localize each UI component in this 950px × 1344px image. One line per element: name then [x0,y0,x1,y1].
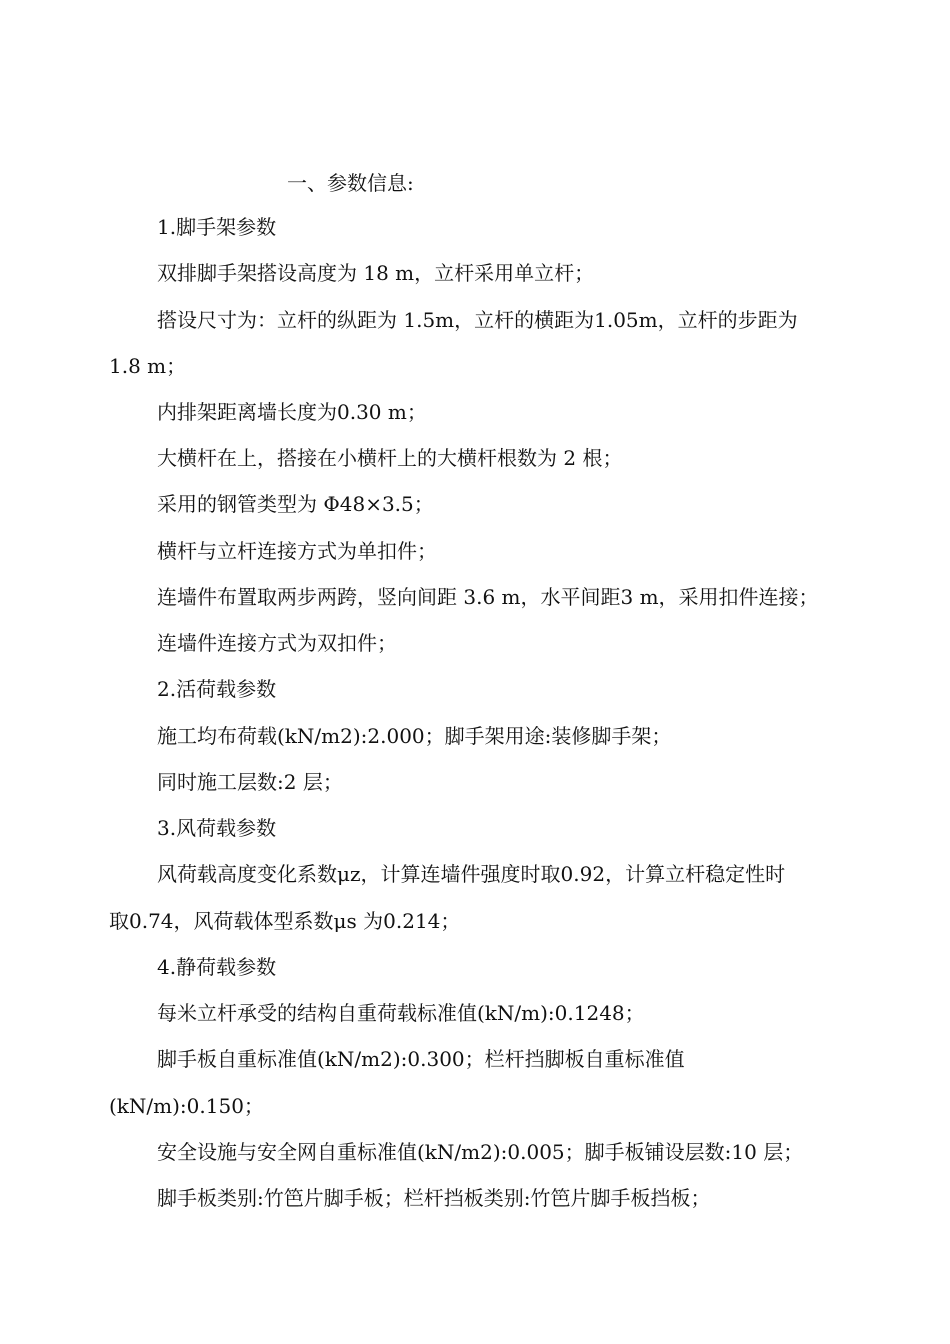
construction-layers-text: 同时施工层数:2 层； [157,770,343,794]
construction-load-text: 施工均布荷载(kN/m2):2.000；脚手架用途:装修脚手架； [157,724,672,748]
tube-type-text: 采用的钢管类型为 Φ48×3.5； [157,492,434,516]
scaffold-parameters-heading: 1.脚手架参数 [157,215,277,239]
wall-tie-connection-text: 连墙件连接方式为双扣件； [157,631,397,655]
safety-net-text: 安全设施与安全网自重标准值(kN/m2):0.005；脚手板铺设层数:10 层； [157,1140,804,1164]
section-title: 一、参数信息: [287,171,414,195]
wall-tie-layout-text: 连墙件布置取两步两跨，竖向间距 3.6 m，水平间距3 m，采用扣件连接； [157,585,819,609]
ledger-text: 大横杆在上，搭接在小横杆上的大横杆根数为 2 根； [157,446,623,470]
dead-load-heading: 4.静荷载参数 [157,955,277,979]
wind-coefficient-continuation: 取0.74，风荷载体型系数μs 为0.214； [109,909,461,933]
wind-coefficient-text: 风荷载高度变化系数μz，计算连墙件强度时取0.92，计算立杆稳定性时 [157,862,786,886]
wall-distance-text: 内排架距离墙长度为0.30 m； [157,400,427,424]
wind-load-heading: 3.风荷载参数 [157,816,277,840]
connection-method-text: 横杆与立杆连接方式为单扣件； [157,539,437,563]
board-type-text: 脚手板类别:竹笆片脚手板；栏杆挡板类别:竹笆片脚手板挡板； [157,1186,711,1210]
board-self-weight-continuation: (kN/m):0.150； [109,1094,264,1118]
live-load-heading: 2.活荷载参数 [157,677,277,701]
scaffold-dimensions-text: 搭设尺寸为：立杆的纵距为 1.5m，立杆的横距为1.05m，立杆的步距为 [157,308,798,332]
structural-self-weight-text: 每米立杆承受的结构自重荷载标准值(kN/m):0.1248； [157,1001,645,1025]
board-self-weight-text: 脚手板自重标准值(kN/m2):0.300；栏杆挡脚板自重标准值 [157,1047,685,1071]
scaffold-dimensions-continuation: 1.8 m； [109,354,187,378]
scaffold-height-text: 双排脚手架搭设高度为 18 m，立杆采用单立杆； [157,261,595,285]
